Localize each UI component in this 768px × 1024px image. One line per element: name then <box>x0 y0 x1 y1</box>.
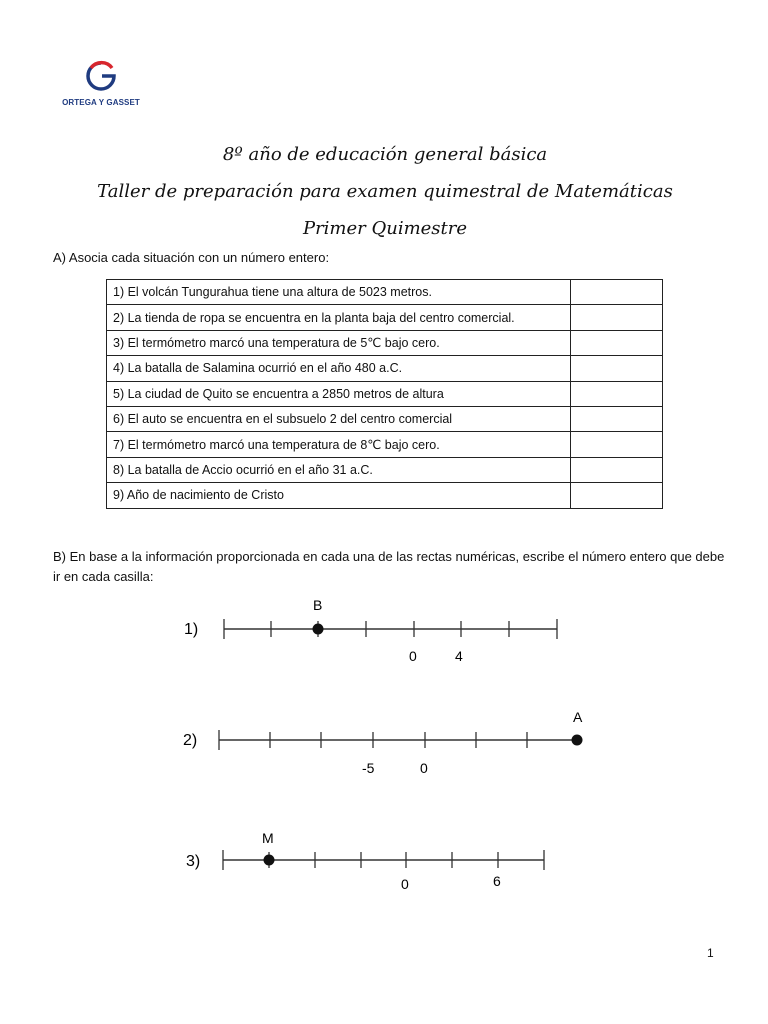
situation-text: 9) Año de nacimiento de Cristo <box>107 483 571 508</box>
number-line-3 <box>186 830 544 892</box>
tick-label: 0 <box>409 648 417 664</box>
number-line-2 <box>183 709 583 776</box>
tick-label: 6 <box>493 873 501 889</box>
tick-label: 4 <box>455 648 463 664</box>
section-b-instruction: B) En base a la información proporcionada en cada una de las rectas numéricas, escribe el número entero que debe ir en cada casilla: <box>53 549 725 584</box>
title-term: Primer Quimestre <box>302 218 468 239</box>
title-grade: 8º año de educación general básica <box>222 144 548 165</box>
section-a-instruction: A) Asocia cada situación con un número entero: <box>53 250 330 265</box>
tick-label: 0 <box>401 876 409 892</box>
situation-text: 4) La batalla de Salamina ocurrió en el año 480 a.C. <box>107 356 571 381</box>
title-workshop: Taller de preparación para examen quimestral de Matemáticas <box>97 181 673 202</box>
tick-label: -5 <box>362 760 375 776</box>
number-line-1 <box>184 597 557 664</box>
number-line-label: 1) <box>184 621 199 638</box>
point-label: A <box>573 709 583 725</box>
situation-text: 8) La batalla de Accio ocurrió en el año 31 a.C. <box>107 457 571 482</box>
situation-text: 6) El auto se encuentra en el subsuelo 2 del centro comercial <box>107 406 571 431</box>
situation-text: 2) La tienda de ropa se encuentra en la planta baja del centro comercial. <box>107 305 571 330</box>
point-label: M <box>262 830 274 846</box>
point-marker <box>313 624 324 635</box>
page-number: 1 <box>707 946 714 960</box>
point-marker <box>572 735 583 746</box>
situation-text: 1) El volcán Tungurahua tiene una altura de 5023 metros. <box>107 280 571 305</box>
point-label: B <box>313 597 323 613</box>
tick-label: 0 <box>420 760 428 776</box>
logo-text: ORTEGA Y GASSET <box>62 98 140 107</box>
number-line-label: 2) <box>183 732 198 749</box>
situation-text: 7) El termómetro marcó una temperatura de 8℃ bajo cero. <box>107 432 571 457</box>
situation-text: 5) La ciudad de Quito se encuentra a 2850 metros de altura <box>107 381 571 406</box>
situation-text: 3) El termómetro marcó una temperatura de 5℃ bajo cero. <box>107 330 571 355</box>
number-line-label: 3) <box>186 853 201 870</box>
point-marker <box>264 855 275 866</box>
